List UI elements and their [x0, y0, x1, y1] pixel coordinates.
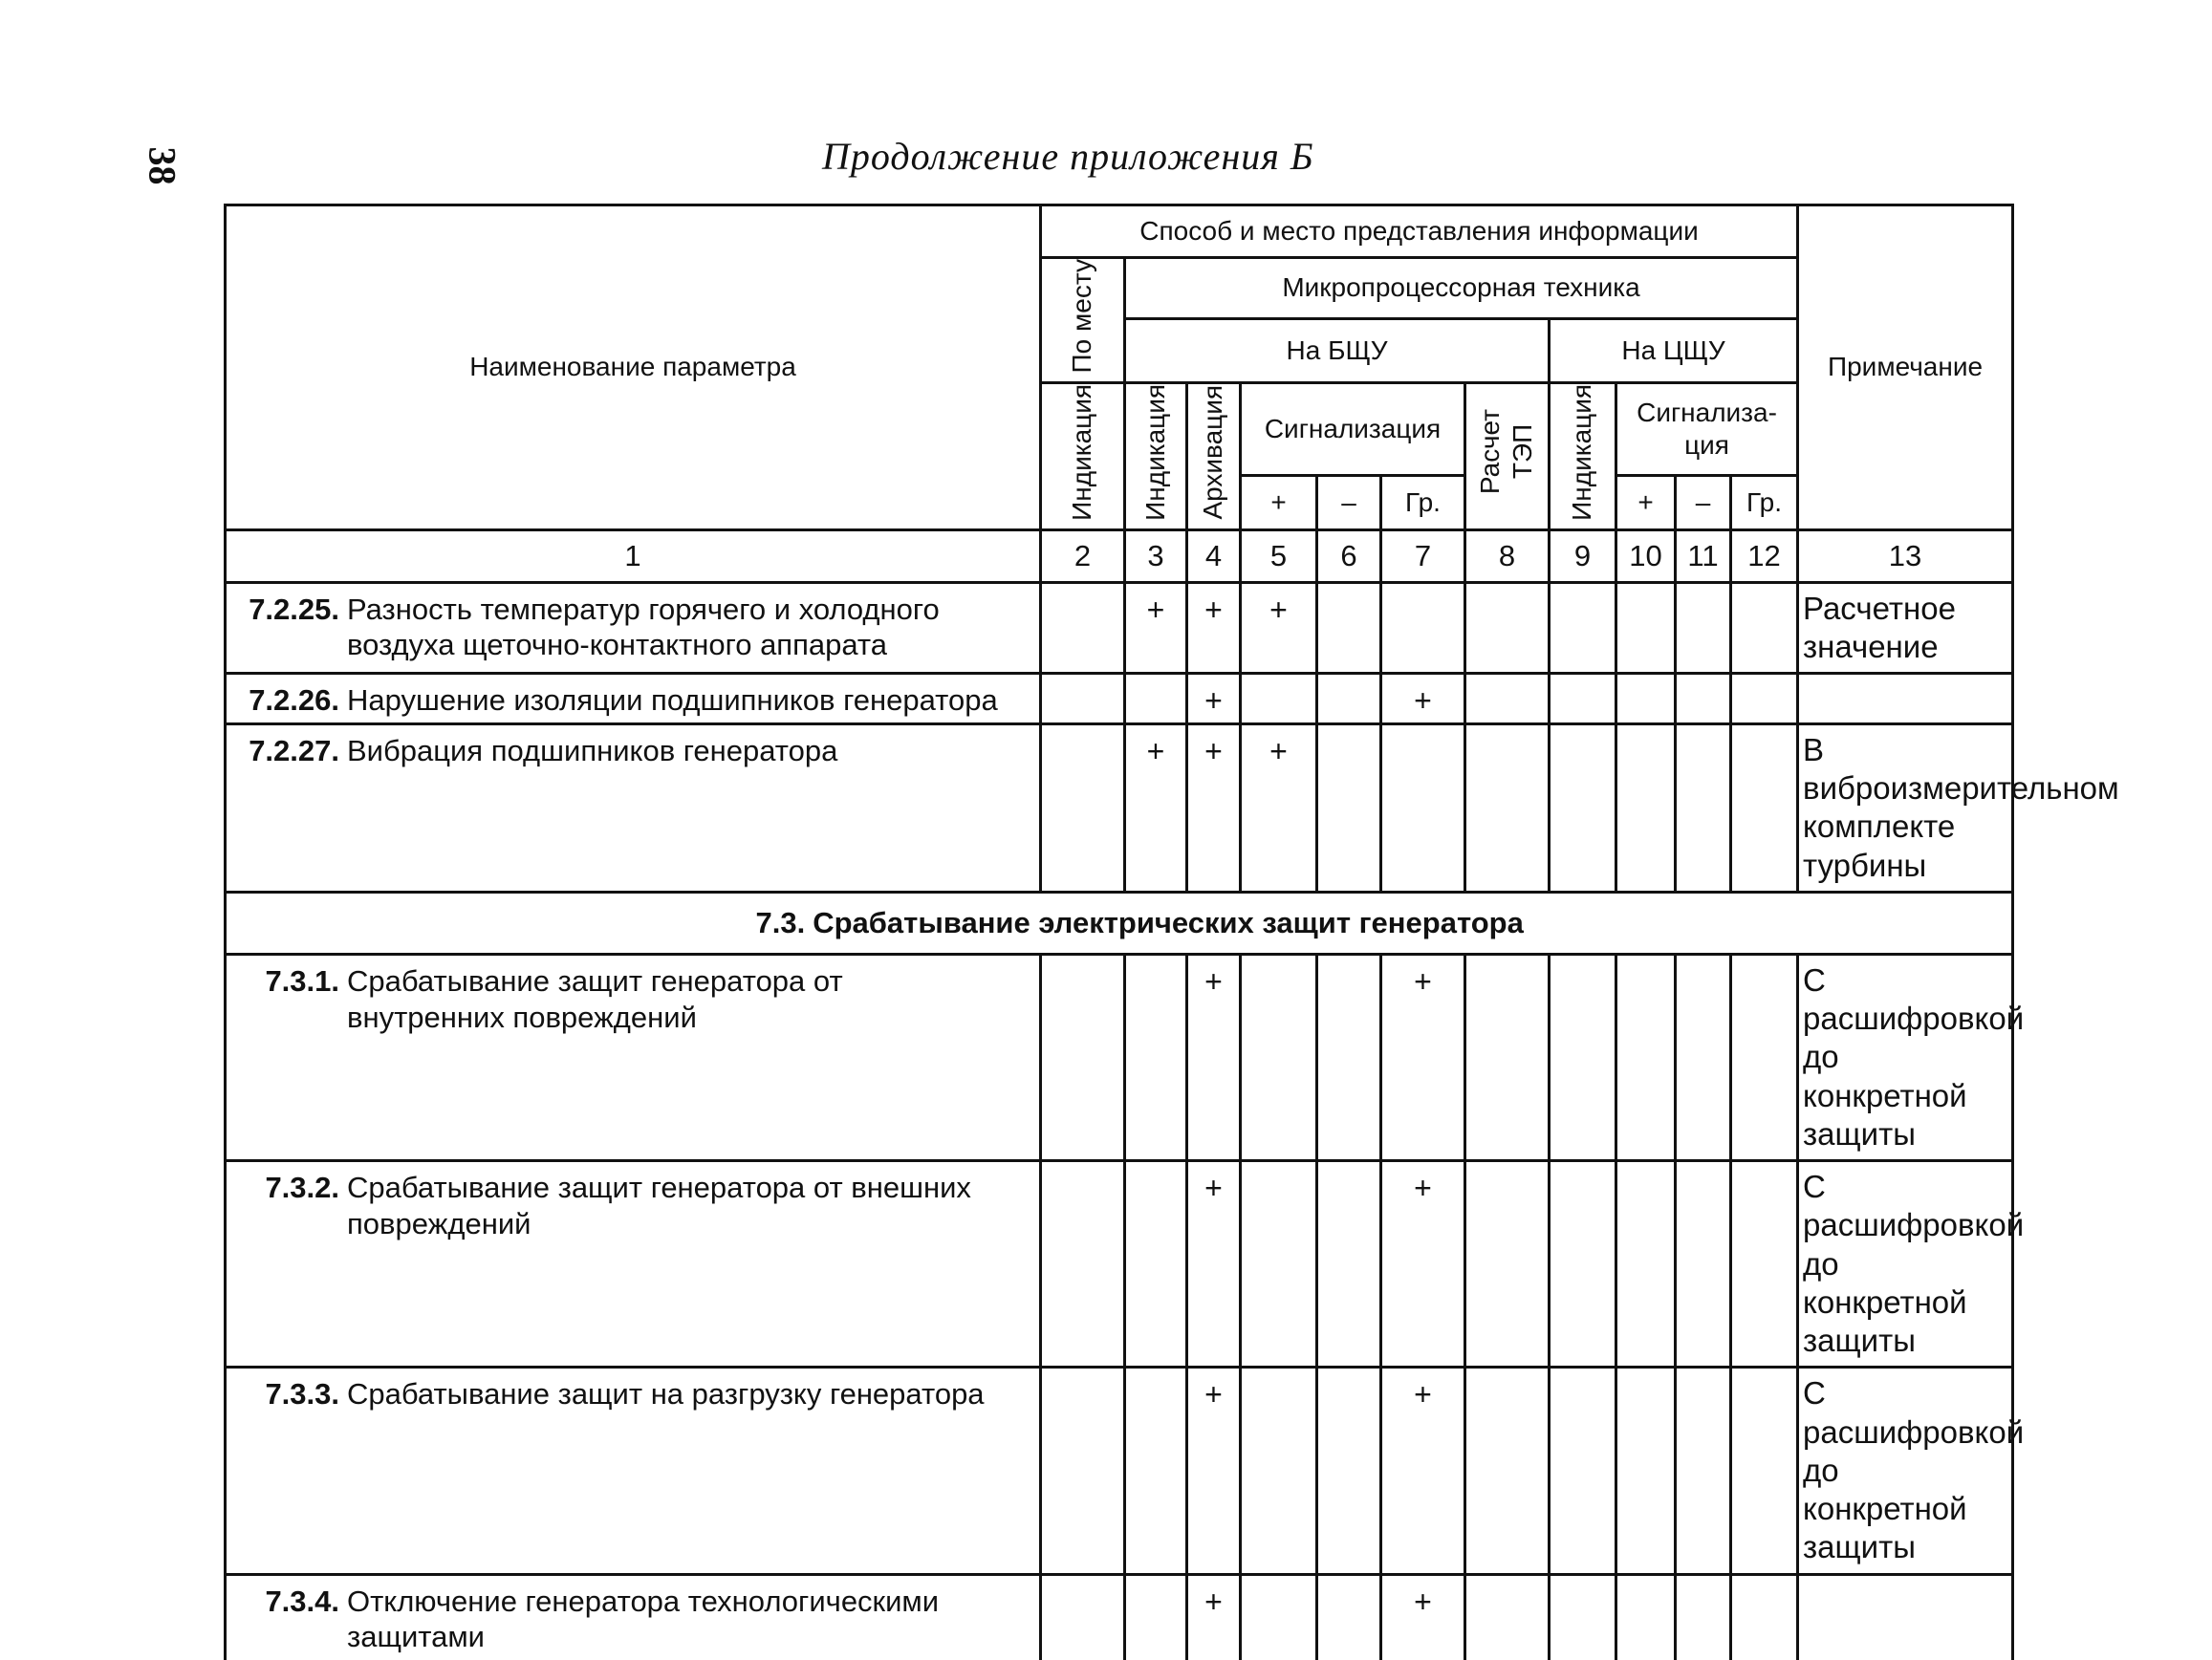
row-mark: + [1187, 1574, 1241, 1660]
row-mark [1041, 1368, 1125, 1574]
table-row [226, 1161, 2013, 1368]
row-name: 7.3.2. Срабатывание защит генератора от внешних повреждений [226, 1161, 1041, 1368]
row-mark [1731, 674, 1798, 724]
row-mark [1465, 723, 1550, 892]
row-mark [1125, 954, 1187, 1160]
row-note: С расшифровкой до конкретной защиты [1798, 1368, 2013, 1574]
row-note: Расчетное значение [1798, 582, 2013, 674]
row-mark: + [1241, 582, 1317, 674]
row-mark [1465, 1161, 1550, 1368]
row-mark [1616, 1574, 1676, 1660]
row-name: 7.3.4. Отключение генератора технологическими защитами [226, 1574, 1041, 1660]
row-mark: + [1381, 1161, 1465, 1368]
table-row [226, 954, 2013, 1160]
row-mark [1241, 674, 1317, 724]
row-mark [1041, 954, 1125, 1160]
header-calc: Расчет ТЭП [1465, 382, 1550, 529]
row-mark: + [1187, 582, 1241, 674]
row-mark [1616, 954, 1676, 1160]
row-mark [1381, 582, 1465, 674]
row-mark: + [1125, 723, 1187, 892]
row-mark [1465, 674, 1550, 724]
header-param-name: Наименование параметра [226, 205, 1041, 530]
row-mark [1041, 674, 1125, 724]
row-mark [1125, 1368, 1187, 1574]
row-note: С расшифровкой до конкретной защиты [1798, 1161, 2013, 1368]
row-mark [1616, 674, 1676, 724]
row-mark [1465, 954, 1550, 1160]
header-plus: + [1241, 476, 1317, 529]
row-mark [1125, 674, 1187, 724]
row-mark [1465, 582, 1550, 674]
column-number: 9 [1550, 529, 1616, 582]
row-mark: + [1381, 1368, 1465, 1574]
row-mark: + [1187, 1161, 1241, 1368]
row-mark [1317, 1161, 1381, 1368]
column-number: 12 [1731, 529, 1798, 582]
row-note: В виброизмерительном комплекте турбины [1798, 723, 2013, 892]
row-mark [1550, 1574, 1616, 1660]
row-mark [1317, 954, 1381, 1160]
header-archive: Архивация [1187, 382, 1241, 529]
row-mark: + [1187, 954, 1241, 1160]
row-mark [1676, 723, 1731, 892]
header-method: Способ и место представления информации [1041, 205, 1798, 258]
table-row [226, 1368, 2013, 1574]
row-mark [1676, 954, 1731, 1160]
row-name: 7.3.3. Срабатывание защит на разгрузку генератора [226, 1368, 1041, 1574]
row-mark [1676, 582, 1731, 674]
row-mark [1616, 723, 1676, 892]
row-mark [1041, 582, 1125, 674]
row-mark [1465, 1368, 1550, 1574]
row-mark [1550, 723, 1616, 892]
row-note [1798, 1574, 2013, 1660]
row-mark: + [1125, 582, 1187, 674]
column-number: 13 [1798, 529, 2013, 582]
column-number: 4 [1187, 529, 1241, 582]
row-mark [1241, 1574, 1317, 1660]
row-mark [1731, 954, 1798, 1160]
row-mark [1731, 1161, 1798, 1368]
header-bshu: На БЩУ [1125, 319, 1550, 383]
row-mark: + [1381, 954, 1465, 1160]
column-number: 2 [1041, 529, 1125, 582]
table-row [226, 674, 2013, 724]
row-mark [1550, 1161, 1616, 1368]
header-indication-local: Индикация [1041, 382, 1125, 529]
row-name: 7.2.27. Вибрация подшипников генератора [226, 723, 1041, 892]
row-mark [1550, 1368, 1616, 1574]
header-indication-bshu: Индикация [1125, 382, 1187, 529]
row-mark [1616, 1368, 1676, 1574]
page-title: Продолжение приложения Б [822, 135, 1314, 178]
header-minus: – [1317, 476, 1381, 529]
parameters-table [224, 204, 2119, 1660]
row-mark [1465, 1574, 1550, 1660]
header-signal-cshu: Сигнализа- ция [1616, 382, 1798, 476]
row-mark [1676, 1574, 1731, 1660]
row-mark: + [1241, 723, 1317, 892]
row-mark [1731, 582, 1798, 674]
header-indication-cshu: Индикация [1550, 382, 1616, 529]
row-mark [1241, 1368, 1317, 1574]
column-number: 5 [1241, 529, 1317, 582]
table-row [226, 1574, 2013, 1660]
column-number: 10 [1616, 529, 1676, 582]
row-mark [1550, 954, 1616, 1160]
row-mark [1317, 1368, 1381, 1574]
header-micro: Микропроцессорная техника [1125, 258, 1798, 319]
row-mark: + [1187, 674, 1241, 724]
row-mark [1381, 723, 1465, 892]
table-row [226, 582, 2013, 674]
row-note: С расшифровкой до конкретной защиты [1798, 954, 2013, 1160]
row-mark [1550, 582, 1616, 674]
header-gr: Гр. [1731, 476, 1798, 529]
column-number: 1 [226, 529, 1041, 582]
row-mark [1241, 1161, 1317, 1368]
column-number: 6 [1317, 529, 1381, 582]
row-mark [1676, 1161, 1731, 1368]
row-mark [1731, 723, 1798, 892]
row-mark [1731, 1368, 1798, 1574]
row-mark: + [1187, 1368, 1241, 1574]
row-mark: + [1381, 674, 1465, 724]
row-name: 7.2.25. Разность температур горячего и холодного воздуха щеточно-контактного аппарата [226, 582, 1041, 674]
row-mark [1731, 1574, 1798, 1660]
header-plus: + [1616, 476, 1676, 529]
row-mark [1317, 582, 1381, 674]
row-mark [1676, 1368, 1731, 1574]
section-row [226, 892, 2013, 954]
row-mark [1041, 1161, 1125, 1368]
row-mark [1616, 582, 1676, 674]
row-mark [1241, 954, 1317, 1160]
row-name: 7.3.1. Срабатывание защит генератора от внутренних повреждений [226, 954, 1041, 1160]
section-heading: 7.3. Срабатывание электрических защит генератора [226, 892, 2013, 954]
row-mark [1550, 674, 1616, 724]
row-mark: + [1187, 723, 1241, 892]
column-number: 11 [1676, 529, 1731, 582]
column-number: 7 [1381, 529, 1465, 582]
header-cshu: На ЦЩУ [1550, 319, 1798, 383]
column-number: 8 [1465, 529, 1550, 582]
row-mark [1041, 723, 1125, 892]
row-mark: + [1381, 1574, 1465, 1660]
header-minus: – [1676, 476, 1731, 529]
row-mark [1616, 1161, 1676, 1368]
row-mark [1125, 1574, 1187, 1660]
row-note [1798, 674, 2013, 724]
header-signal-bshu: Сигнализация [1241, 382, 1465, 476]
row-mark [1317, 723, 1381, 892]
header-gr: Гр. [1381, 476, 1465, 529]
table-row [226, 723, 2013, 892]
row-mark [1317, 674, 1381, 724]
row-mark [1317, 1574, 1381, 1660]
row-mark [1125, 1161, 1187, 1368]
header-note: Примечание [1798, 205, 2013, 530]
page-number: 38 [141, 146, 184, 185]
row-mark [1041, 1574, 1125, 1660]
header-local: По месту [1041, 258, 1125, 383]
row-name: 7.2.26. Нарушение изоляции подшипников генератора [226, 674, 1041, 724]
row-mark [1676, 674, 1731, 724]
column-number: 3 [1125, 529, 1187, 582]
